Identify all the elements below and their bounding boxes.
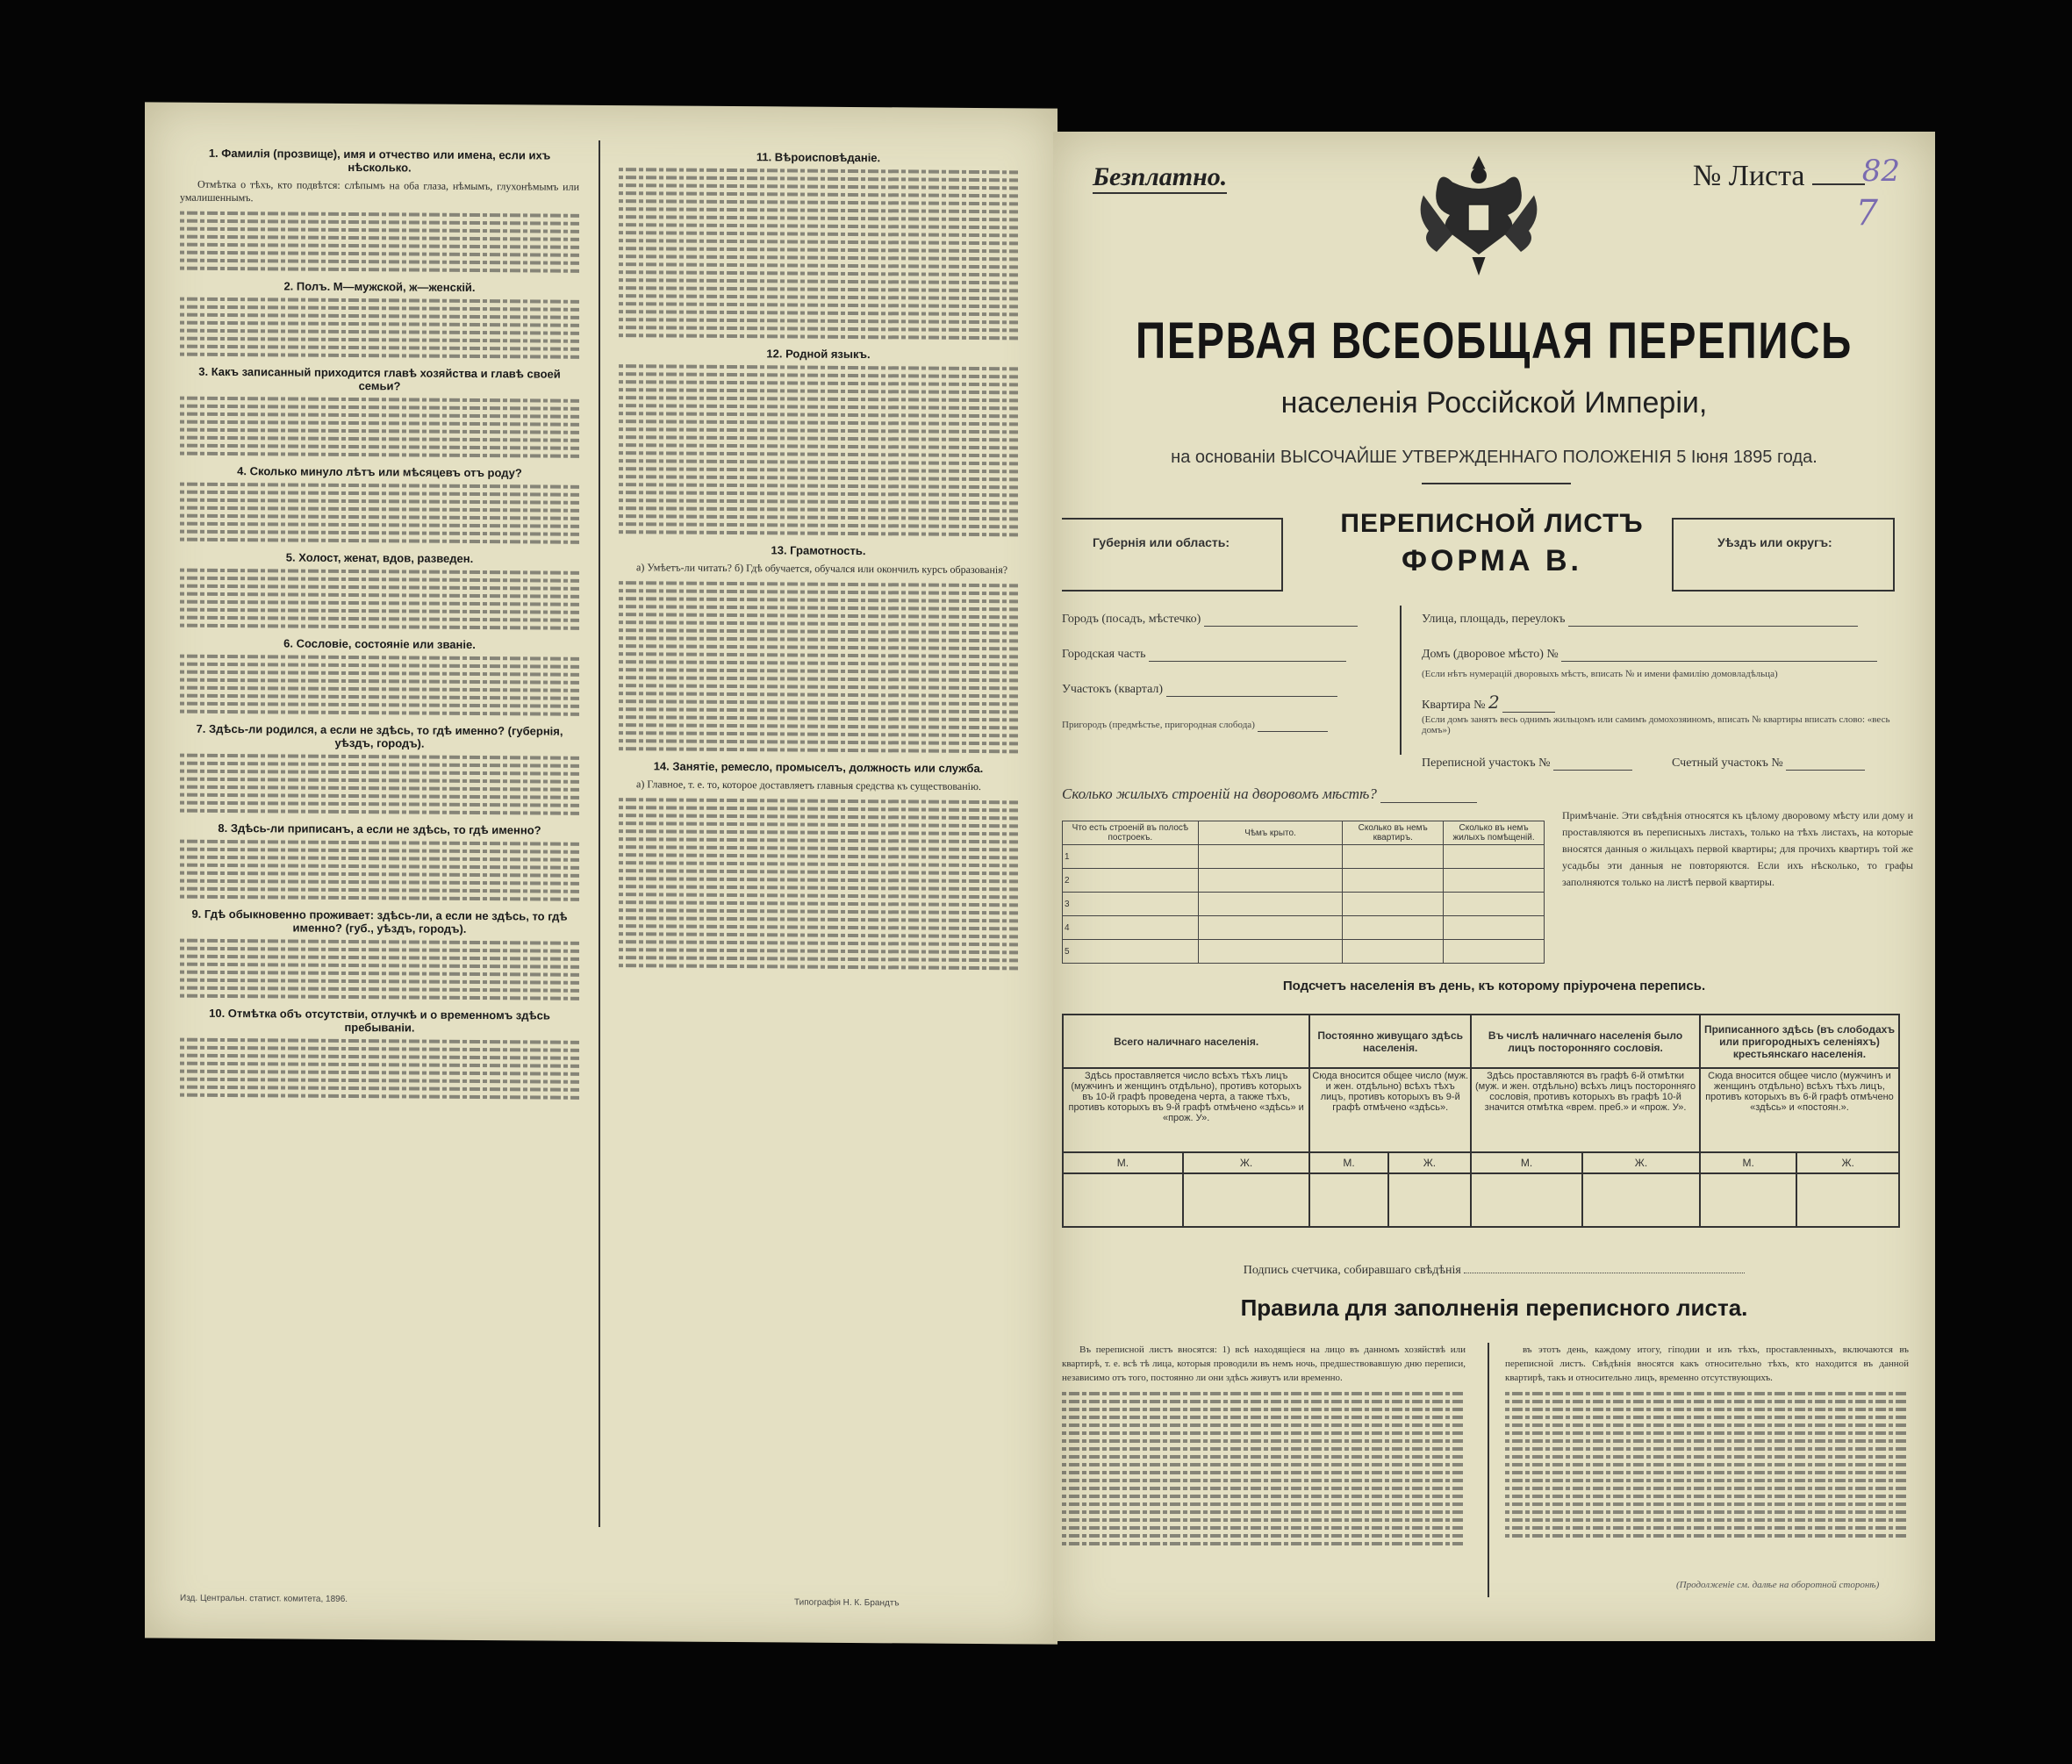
count-desc-present: Здѣсь проставляется число всѣхъ тѣхъ лицъ (мужчинъ и женщинъ отдѣльно), противъ которыхъ въ 10-й графѣ проведена черта, а также тѣхъ, противъ которыхъ въ 9-й графѣ отмѣчено «здѣсь» и «прож. У». (1063, 1068, 1309, 1152)
count-header-permanent: Постоянно живущаго здѣсь населенія. (1309, 1015, 1471, 1068)
instruction-heading: 5. Холост, женат, вдов, разведен. (285, 550, 474, 565)
instruction-text-lines (180, 298, 579, 359)
field-counting-section: Счетный участокъ № (1672, 757, 1865, 771)
field-town-part: Городская часть (1062, 648, 1346, 662)
instruction-heading: 13. Грамотность. (771, 543, 866, 558)
field-precinct: Участокъ (квартал) (1062, 683, 1337, 697)
field-house: Домъ (дворовое мѣсто) № (1422, 648, 1877, 662)
field-suburb: Пригородъ (предмѣстье, пригородная слобода) (1062, 718, 1328, 732)
free-label: Безплатно. (1093, 162, 1227, 194)
imprint-center: Типографія Н. К. Брандтъ (794, 1597, 900, 1609)
count-female-header: Ж. (1796, 1152, 1899, 1173)
count-desc-peasant: Сюда вносится общее число (мужчинъ и женщинъ отдѣльно) всѣхъ тѣхъ лицъ, противъ которыхъ въ 6-й графѣ отмѣчено «здѣсь» и «постоян.». (1700, 1068, 1899, 1152)
field-census-section: Переписной участокъ № (1422, 757, 1632, 771)
dwellings-row: 4 (1063, 916, 1199, 940)
count-desc-permanent: Сюда вносится общее число (муж. и жен. отдѣльно) всѣхъ тѣхъ лицъ, противъ которыхъ въ 9-й графѣ отмѣчено «здѣсь». (1309, 1068, 1471, 1152)
apartment-number-handwritten: 2 (1488, 692, 1500, 713)
left-page (145, 102, 1058, 1644)
instruction-heading: 9. Гдѣ обыкновенно проживает: здѣсь-ли, а если не здѣсь, то гдѣ именно? (губ., уѣздъ, городъ). (191, 907, 568, 936)
sheet-number-label: № Листа (1692, 160, 1805, 192)
field-street: Улица, площадь, переулокъ (1422, 613, 1858, 627)
rules-column-right: въ этотъ день, каждому итогу, гіподии и изъ тѣхъ, проставленныхъ, включаются въ переписной листъ. Свѣдѣнія вносятся какъ относительно тѣхъ, кто находится въ данной квартирѣ, такъ и относительно лицъ, временно отсутствующихъ. (1505, 1343, 1909, 1546)
instruction-heading: 12. Родной языкъ. (766, 347, 871, 362)
rules-title: Правила для заполненія переписного листа. (1240, 1294, 1748, 1321)
field-apartment-note: (Если домъ занятъ весь однимъ жильцомъ или самимъ домохозяиномъ, вписать № квартиры вписать слово: «весь домъ») (1422, 714, 1890, 735)
instruction-heading: 1. Фамилія (прозвище), имя и отчество или имена, если ихъ нѣсколько. (208, 146, 551, 175)
count-male-header: М. (1700, 1152, 1796, 1173)
count-header-peasant: Приписанного здѣсь (въ слободахъ или пригородныхъ селеніяхъ) крестьянскаго населенія. (1700, 1015, 1899, 1068)
form-subtitle: ФОРМА В. (1401, 544, 1583, 577)
instruction-text-lines (180, 483, 579, 544)
count-header-other-estate: Въ числѣ наличнаго населенія было лицъ посторонняго сословія. (1471, 1015, 1700, 1068)
count-female-header: Ж. (1582, 1152, 1700, 1173)
instruction-text-lines (619, 581, 1018, 753)
instruction-text-lines (619, 168, 1018, 340)
rules-continued-note: (Продолженіе см. далѣе на оборотной сторонѣ) (1676, 1580, 1880, 1590)
count-male-header: М. (1471, 1152, 1582, 1173)
instruction-text-lines (180, 569, 579, 630)
population-count-table (1062, 1014, 1900, 1228)
census-title: ПЕРВАЯ ВСЕОБЩАЯ ПЕРЕПИСЬ (1136, 312, 1853, 369)
instruction-heading: 2. Полъ. М—мужской, ж—женскій. (283, 279, 476, 294)
instruction-text: а) Умѣетъ-ли читать? б) Гдѣ обучается, обучался или окончилъ курсъ образованія? (636, 561, 1008, 577)
count-male-header: М. (1063, 1152, 1183, 1173)
count-male-header: М. (1309, 1152, 1387, 1173)
population-count-heading: Подсчетъ населенія въ день, къ которому пріурочена перепись. (1282, 979, 1706, 993)
imprint-left: Изд. Центральн. статист. комитета, 1896. (180, 1593, 348, 1604)
instruction-text-lines (180, 840, 579, 901)
field-apartment: Квартира № 2 (1422, 692, 1555, 713)
count-header-present: Всего наличнаго населенія. (1063, 1015, 1309, 1068)
instruction-text-lines (619, 798, 1018, 970)
instruction-text-lines (180, 655, 579, 716)
dwellings-table (1062, 821, 1545, 964)
column-divider (599, 140, 600, 1527)
rules-divider (1488, 1343, 1489, 1597)
count-desc-other-estate: Здѣсь проставляются въ графѣ 6-й отмѣтки (муж. и жен. отдѣльно) всѣхъ лицъ посторонняго сословія, противъ которыхъ въ графѣ 10-й значится отмѣтка «врем. преб.» и «прож. У». (1471, 1068, 1700, 1152)
rules-right-text-lines (1505, 1392, 1909, 1538)
dwellings-note: Примѣчаніе. Эти свѣдѣнія относятся къ цѣлому дворовому мѣсту или дому и проставляются въ переписныхъ листахъ, только на тѣхъ листахъ, на которые вносятся данныя о жильцахъ первой квартиры; для прочихъ квартиръ той же усадьбы эти данныя не повторяются. Если ихъ нѣсколько, то графы заполняются только на листѣ первой квартиры. (1562, 809, 1913, 888)
instruction-text-lines (180, 397, 579, 458)
dwellings-header-4: Сколько въ немъ жилыхъ помѣщеній. (1444, 821, 1545, 845)
dwellings-header-3: Сколько въ немъ квартиръ. (1343, 821, 1444, 845)
count-female-header: Ж. (1388, 1152, 1471, 1173)
instruction-text-lines (180, 1038, 579, 1100)
instruction-heading: 11. Вѣроисповѣданіе. (756, 150, 881, 165)
instruction-text: а) Главное, т. е. то, которое доставляетъ главныя средства къ существованію. (636, 778, 981, 793)
rules-left-text-lines (1062, 1392, 1466, 1545)
dwellings-header-2: Чѣмъ крыто. (1198, 821, 1343, 845)
dwellings-row: 1 (1063, 845, 1199, 869)
instructions-column-left (180, 138, 579, 1518)
instruction-text-lines (180, 754, 579, 815)
district-box (1672, 518, 1895, 592)
instruction-heading: 10. Отмѣтка объ отсутствіи, отлучкѣ и о временномъ здѣсь пребываніи. (209, 1006, 550, 1035)
instruction-heading: 14. Занятіе, ремесло, промыселъ, должность или служба. (653, 759, 984, 776)
instruction-heading: 7. Здѣсь-ли родился, а если не здѣсь, то гдѣ именно? (губернія, уѣздъ, городъ). (196, 721, 563, 750)
province-label: Губернія или область: (1093, 535, 1230, 549)
instruction-heading: 3. Какъ записанный приходится главѣ хозяйства и главѣ своей семьи? (198, 364, 561, 393)
count-female-header: Ж. (1183, 1152, 1310, 1173)
right-page (1053, 132, 1935, 1641)
legal-basis: на основаніи ВЫСОЧАЙШЕ УТВЕРЖДЕННАГО ПОЛОЖЕНІЯ 5 Іюня 1895 года. (1171, 448, 1817, 467)
dwellings-row: 5 (1063, 940, 1199, 964)
instruction-heading: 4. Сколько минуло лѣтъ или мѣсяцевъ отъ роду? (237, 464, 522, 480)
instruction-text-lines (180, 939, 579, 1000)
dwellings-question: Сколько жилыхъ строеній на дворовомъ мѣстѣ? (1062, 785, 1477, 803)
instruction-heading: 6. Сословіе, состояніе или званіе. (283, 636, 476, 652)
census-subtitle: населенія Россійской Имперіи, (1280, 386, 1708, 419)
instruction-heading: 8. Здѣсь-ли приписанъ, а если не здѣсь, то гдѣ именно? (218, 821, 541, 837)
field-house-note: (Если нѣтъ нумерацій дворовыхъ мѣстъ, вписать № и имени фамилію домовладѣльца) (1422, 669, 1778, 679)
counter-signature-line: Подпись счетчика, собиравшаго свѣдѣнія (1053, 1264, 1935, 1278)
instructions-column-right (619, 140, 1018, 1521)
instruction-text: Отмѣтка о тѣхъ, кто подвѣтся: слѣпымъ на оба глаза, нѣмымъ, глухонѣмымъ или умалишеннымъ. (180, 177, 579, 204)
field-town: Городъ (посадъ, мѣстечко) (1062, 613, 1358, 627)
province-box (1062, 518, 1283, 592)
rules-column-left: Въ переписной листъ вносятся: 1) всѣ находящіеся на лицо въ данномъ хозяйствѣ или квартирѣ, т. е. всѣ тѣ лица, которыя проводили въ немъ ночь, предшествовавшую дню переписи, независимо отъ того, постоянно ли они здѣсь живутъ или временно. (1062, 1343, 1466, 1554)
handwritten-number-2: 7 (1855, 193, 1878, 233)
district-label: Уѣздъ или округъ: (1717, 535, 1832, 549)
double-headed-eagle-emblem-icon (1413, 149, 1545, 281)
dwellings-header-1: Что есть строеній въ полосѣ построекъ. (1063, 821, 1199, 845)
dwellings-row: 2 (1063, 869, 1199, 893)
sheet-number (1693, 160, 1865, 193)
instruction-text-lines (619, 364, 1018, 536)
handwritten-number-1: 82 (1861, 154, 1900, 189)
address-divider (1400, 606, 1402, 755)
form-title: ПЕРЕПИСНОЙ ЛИСТЪ (1340, 509, 1644, 538)
dwellings-row: 3 (1063, 893, 1199, 916)
divider-rule (1422, 483, 1571, 484)
instruction-text-lines (180, 212, 579, 273)
